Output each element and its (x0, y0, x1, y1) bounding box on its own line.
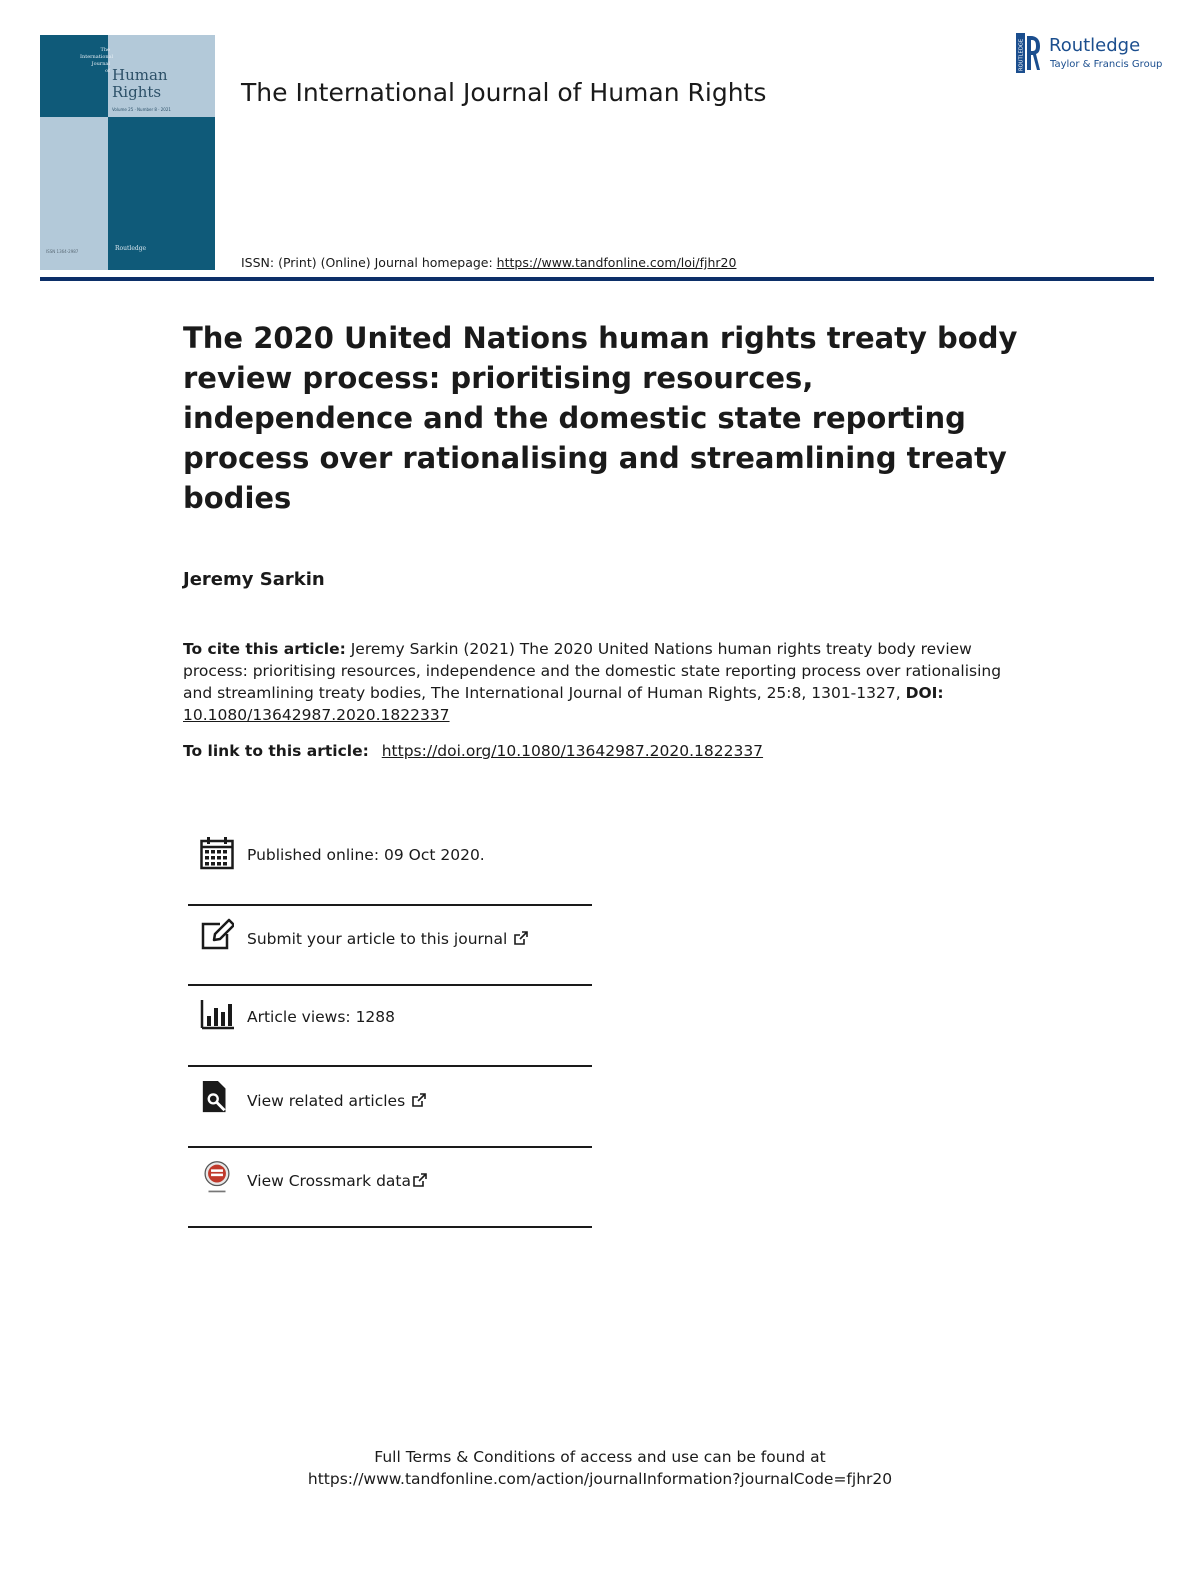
cover-title: Human Rights (112, 66, 168, 101)
issn-text: ISSN: (Print) (Online) Journal homepage: (241, 255, 497, 270)
external-link-icon (513, 930, 529, 946)
article-link-line (183, 742, 763, 760)
issn-line (241, 255, 736, 270)
cover-volume: Volume 25 · Number 8 · 2021 (112, 107, 171, 112)
article-author[interactable]: Jeremy Sarkin (183, 569, 325, 590)
published-row (188, 836, 592, 876)
calendar-icon (200, 836, 234, 870)
info-divider (188, 1226, 592, 1228)
routledge-logo[interactable] (1016, 33, 1166, 75)
doi-link[interactable]: 10.1080/13642987.2020.1822337 (183, 706, 450, 724)
logo-subtitle: Taylor & Francis Group (1050, 59, 1163, 70)
crossmark-link[interactable]: View Crossmark data (247, 1172, 428, 1190)
logo-name: Routledge (1049, 35, 1141, 56)
journal-homepage-link[interactable]: https://www.tandfonline.com/loi/fjhr20 (496, 255, 737, 270)
crossmark-row[interactable] (188, 1160, 592, 1202)
citation-block (183, 638, 1023, 726)
article-doi-url[interactable]: https://doi.org/10.1080/13642987.2020.1822337 (381, 742, 764, 760)
cite-text: Jeremy Sarkin (2021) The 2020 United Nations human rights treaty body review process: prioritising resources, independence and the domestic state reporting process over rationalising and streamlining treaty bodies, The International Journal of Human Rights, 25:8, 1301-1327, (183, 640, 1002, 702)
article-title: The 2020 United Nations human rights treaty body review process: prioritising resources, independence and the domestic state reporting process over rationalising and streamlining treaty bodies (183, 321, 1018, 515)
external-link-icon (411, 1092, 427, 1108)
submit-article-link[interactable]: Submit your article to this journal (247, 930, 529, 948)
cite-label: To cite this article: (183, 640, 346, 658)
external-link-icon (412, 1172, 428, 1188)
info-divider (188, 1146, 592, 1148)
svg-text:ROUTLEDGE: ROUTLEDGE (1018, 38, 1025, 71)
edit-icon (200, 918, 234, 952)
header-rule (40, 277, 1154, 281)
doi-label: DOI: (905, 684, 944, 702)
document-search-icon (200, 1080, 234, 1114)
footer-terms (0, 1446, 1200, 1490)
link-label: To link to this article: (183, 742, 369, 760)
cover-light-column (40, 117, 108, 270)
journal-cover (40, 35, 215, 270)
published-date: Published online: 09 Oct 2020. (247, 846, 485, 864)
article-views: Article views: 1288 (247, 1008, 396, 1026)
related-articles-link[interactable]: View related articles (247, 1092, 427, 1110)
footer-line: Full Terms & Conditions of access and use can be found at (374, 1448, 826, 1466)
article-views-row (188, 998, 592, 1038)
footer-terms-url[interactable]: https://www.tandfonline.com/action/journalInformation?journalCode=fjhr20 (307, 1470, 893, 1488)
info-divider (188, 904, 592, 906)
bar-chart-icon (200, 998, 234, 1032)
journal-title: The International Journal of Human Rights (241, 78, 767, 107)
cover-publisher: Routledge (115, 245, 147, 252)
cover-issn: ISSN 1364-2987 (46, 249, 79, 254)
submit-article-row[interactable] (188, 918, 592, 958)
cover-small-text: The International Journal of (80, 47, 114, 74)
routledge-logo-icon (1016, 33, 1040, 73)
info-divider (188, 1065, 592, 1067)
info-divider (188, 984, 592, 986)
crossmark-icon (200, 1160, 234, 1194)
related-articles-row[interactable] (188, 1080, 592, 1120)
